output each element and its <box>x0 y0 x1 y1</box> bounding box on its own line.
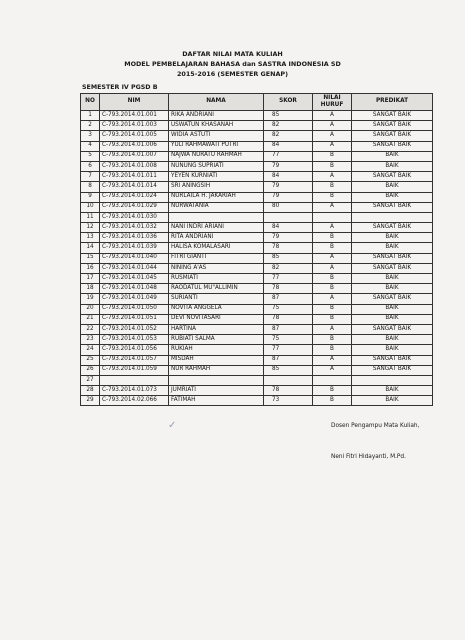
row-no: 16 <box>81 263 100 273</box>
table-header-row <box>81 94 433 111</box>
row-nim: C-793.2014.01.073 <box>100 386 169 396</box>
row-skor: 78 <box>264 243 313 253</box>
row-nim: C-793.2014.01.044 <box>100 263 169 273</box>
row-skor: 77 <box>264 345 313 355</box>
row-skor: 77 <box>264 274 313 284</box>
row-no: 22 <box>81 324 100 334</box>
table-row <box>81 131 433 141</box>
row-predikat: BAIK <box>352 192 433 202</box>
row-predikat: BAIK <box>352 151 433 161</box>
row-nim: C-793.2014.02.066 <box>100 396 169 406</box>
table-row <box>81 202 433 212</box>
row-nama: FITRI GIANTI <box>169 253 264 263</box>
row-nim: C-793.2014.01.008 <box>100 161 169 171</box>
row-nama: RUSMIATI <box>169 274 264 284</box>
row-nilai-huruf: A <box>313 172 352 182</box>
table-row <box>81 345 433 355</box>
row-nilai-huruf: A <box>313 324 352 334</box>
table-row <box>81 223 433 233</box>
row-skor: 79 <box>264 161 313 171</box>
row-skor: 85 <box>264 253 313 263</box>
row-skor: 80 <box>264 202 313 212</box>
row-predikat: SANGAT BAIK <box>352 263 433 273</box>
row-nama: HALISA KOMALASARI <box>169 243 264 253</box>
row-nilai-huruf <box>313 212 352 222</box>
row-skor: 84 <box>264 172 313 182</box>
row-nilai-huruf: A <box>313 263 352 273</box>
row-skor: 79 <box>264 233 313 243</box>
grades-table <box>80 93 433 406</box>
row-nilai-huruf: B <box>313 233 352 243</box>
row-nilai-huruf: B <box>313 243 352 253</box>
row-skor: 82 <box>264 121 313 131</box>
row-nama: NAJWA NURATU RAHMAH <box>169 151 264 161</box>
row-no: 28 <box>81 386 100 396</box>
row-nim: C-793.2014.01.030 <box>100 212 169 222</box>
row-no: 7 <box>81 172 100 182</box>
table-row <box>81 324 433 334</box>
table-row <box>81 151 433 161</box>
table-row <box>81 172 433 182</box>
row-nama: NUNUNG SUPRIATI <box>169 161 264 171</box>
row-no: 15 <box>81 253 100 263</box>
table-row <box>81 396 433 406</box>
table-row <box>81 161 433 171</box>
row-nim: C-793.2014.01.045 <box>100 274 169 284</box>
row-predikat: SANGAT BAIK <box>352 131 433 141</box>
row-no: 1 <box>81 111 100 121</box>
row-predikat: BAIK <box>352 274 433 284</box>
row-nim: C-793.2014.01.011 <box>100 172 169 182</box>
row-skor: 87 <box>264 355 313 365</box>
row-nilai-huruf: B <box>313 151 352 161</box>
row-nilai-huruf: A <box>313 355 352 365</box>
row-nim: C-793.2014.01.053 <box>100 335 169 345</box>
row-nilai-huruf: B <box>313 304 352 314</box>
row-skor <box>264 375 313 385</box>
title-line-1: DAFTAR NILAI MATA KULIAH <box>182 50 283 58</box>
row-nama: NOVITA ANGGELA <box>169 304 264 314</box>
row-nama: FATIMAH <box>169 396 264 406</box>
row-predikat: SANGAT BAIK <box>352 365 433 375</box>
row-nilai-huruf: A <box>313 294 352 304</box>
row-skor: 84 <box>264 141 313 151</box>
row-nilai-huruf: B <box>313 396 352 406</box>
row-no: 8 <box>81 182 100 192</box>
row-predikat: BAIK <box>352 304 433 314</box>
row-nilai-huruf: B <box>313 161 352 171</box>
row-nilai-huruf: B <box>313 314 352 324</box>
row-nama: RUBIATI SALMA <box>169 335 264 345</box>
row-nama: YEYEN KURNIATI <box>169 172 264 182</box>
row-predikat: BAIK <box>352 243 433 253</box>
row-nim: C-793.2014.01.052 <box>100 324 169 334</box>
column-header-predikat: PREDIKAT <box>352 94 433 111</box>
title-line-3: 2015-2016 (SEMESTER GENAP) <box>176 70 289 78</box>
row-skor: 78 <box>264 284 313 294</box>
row-no: 10 <box>81 202 100 212</box>
table-row <box>81 375 433 385</box>
row-no: 29 <box>81 396 100 406</box>
row-predikat: SANGAT BAIK <box>352 294 433 304</box>
row-skor: 87 <box>264 294 313 304</box>
row-no: 27 <box>81 375 100 385</box>
row-predikat: BAIK <box>352 386 433 396</box>
row-nim: C-793.2014.01.048 <box>100 284 169 294</box>
row-nama: SRI ANINGSIH <box>169 182 264 192</box>
row-nim: C-793.2014.01.014 <box>100 182 169 192</box>
row-nama: RAODATUL MU"ALLIMIN <box>169 284 264 294</box>
row-skor: 77 <box>264 151 313 161</box>
row-no: 5 <box>81 151 100 161</box>
table-row <box>81 365 433 375</box>
row-nama: NUR RAHMAH <box>169 365 264 375</box>
table-row <box>81 121 433 131</box>
row-predikat: BAIK <box>352 284 433 294</box>
row-nama: YULI RAHMAWATI PUTRI <box>169 141 264 151</box>
row-nim: C-793.2014.01.050 <box>100 304 169 314</box>
table-row <box>81 111 433 121</box>
table-row <box>81 243 433 253</box>
row-no: 6 <box>81 161 100 171</box>
row-no: 4 <box>81 141 100 151</box>
row-nilai-huruf: B <box>313 335 352 345</box>
row-nim: C-793.2014.01.036 <box>100 233 169 243</box>
row-nilai-huruf: A <box>313 365 352 375</box>
row-nim: C-793.2014.01.005 <box>100 131 169 141</box>
row-skor: 78 <box>264 314 313 324</box>
row-skor: 79 <box>264 182 313 192</box>
row-no: 20 <box>81 304 100 314</box>
row-nim: C-793.2014.01.029 <box>100 202 169 212</box>
row-predikat: SANGAT BAIK <box>352 172 433 182</box>
row-skor: 73 <box>264 396 313 406</box>
row-nim: C-793.2014.01.032 <box>100 223 169 233</box>
row-predikat: SANGAT BAIK <box>352 202 433 212</box>
row-nilai-huruf: B <box>313 182 352 192</box>
row-nama: RUKIAH <box>169 345 264 355</box>
document-title <box>0 49 465 79</box>
row-nama: MISDAH <box>169 355 264 365</box>
row-no: 25 <box>81 355 100 365</box>
row-predikat: BAIK <box>352 314 433 324</box>
row-nama: SURIANTI <box>169 294 264 304</box>
row-no: 17 <box>81 274 100 284</box>
table-row <box>81 284 433 294</box>
row-skor: 85 <box>264 365 313 375</box>
row-no: 14 <box>81 243 100 253</box>
row-skor <box>264 212 313 222</box>
row-skor: 78 <box>264 386 313 396</box>
row-nama <box>169 375 264 385</box>
row-predikat: SANGAT BAIK <box>352 355 433 365</box>
row-predikat: BAIK <box>352 233 433 243</box>
row-nama: NINING A'AS <box>169 263 264 273</box>
row-nim: C-793.2014.01.024 <box>100 192 169 202</box>
table-row <box>81 192 433 202</box>
row-nilai-huruf <box>313 375 352 385</box>
row-nilai-huruf: A <box>313 141 352 151</box>
row-nim: C-793.2014.01.039 <box>100 243 169 253</box>
row-skor: 75 <box>264 335 313 345</box>
row-predikat: SANGAT BAIK <box>352 223 433 233</box>
column-header-no: NO <box>81 94 100 111</box>
table-row <box>81 182 433 192</box>
row-nilai-huruf: B <box>313 386 352 396</box>
row-predikat: BAIK <box>352 182 433 192</box>
row-skor: 82 <box>264 263 313 273</box>
row-nim: C-793.2014.01.040 <box>100 253 169 263</box>
row-nama: WIDIA ASTUTI <box>169 131 264 141</box>
table-row <box>81 304 433 314</box>
row-nama: USWATUN KHASANAH <box>169 121 264 131</box>
row-nama <box>169 212 264 222</box>
row-predikat: SANGAT BAIK <box>352 121 433 131</box>
title-line-2: MODEL PEMBELAJARAN BAHASA dan SASTRA INDONESIA SD <box>124 60 341 68</box>
row-nilai-huruf: A <box>313 121 352 131</box>
row-skor: 75 <box>264 304 313 314</box>
row-skor: 84 <box>264 223 313 233</box>
row-no: 18 <box>81 284 100 294</box>
row-nim: C-793.2014.01.007 <box>100 151 169 161</box>
row-no: 3 <box>81 131 100 141</box>
row-nilai-huruf: A <box>313 223 352 233</box>
table-row <box>81 386 433 396</box>
row-no: 21 <box>81 314 100 324</box>
table-row <box>81 274 433 284</box>
row-nama: NURWATANIA <box>169 202 264 212</box>
row-nim: C-793.2014.01.057 <box>100 355 169 365</box>
row-nama: JUMRIATI <box>169 386 264 396</box>
row-nim <box>100 375 169 385</box>
signature-name: Neni Fitri Hidayanti, M.Pd. <box>331 454 406 460</box>
signature-block <box>331 411 419 473</box>
row-nilai-huruf: B <box>313 284 352 294</box>
row-nim: C-793.2014.01.006 <box>100 141 169 151</box>
row-predikat: SANGAT BAIK <box>352 253 433 263</box>
row-nim: C-793.2014.01.001 <box>100 111 169 121</box>
row-no: 24 <box>81 345 100 355</box>
row-no: 26 <box>81 365 100 375</box>
row-nilai-huruf: A <box>313 253 352 263</box>
column-header-skor: SKOR <box>264 94 313 111</box>
row-nama: RITA ANDRIANI <box>169 233 264 243</box>
row-predikat: BAIK <box>352 396 433 406</box>
row-skor: 82 <box>264 131 313 141</box>
row-skor: 87 <box>264 324 313 334</box>
row-no: 11 <box>81 212 100 222</box>
column-header-nilai-huruf: NILAI HURUF <box>313 94 352 111</box>
row-skor: 79 <box>264 192 313 202</box>
row-nilai-huruf: B <box>313 345 352 355</box>
table-row <box>81 335 433 345</box>
row-nama: DEVI NOVITASARI <box>169 314 264 324</box>
table-row <box>81 212 433 222</box>
row-skor: 85 <box>264 111 313 121</box>
table-row <box>81 233 433 243</box>
row-no: 9 <box>81 192 100 202</box>
column-header-nim: NIM <box>100 94 169 111</box>
row-nama: NURLAILA H. JAKARIAH <box>169 192 264 202</box>
row-nim: C-793.2014.01.059 <box>100 365 169 375</box>
table-row <box>81 294 433 304</box>
table-row <box>81 141 433 151</box>
class-subheading: SEMESTER IV PGSD B <box>82 84 158 91</box>
row-predikat: BAIK <box>352 345 433 355</box>
table-row <box>81 253 433 263</box>
row-nim: C-793.2014.01.003 <box>100 121 169 131</box>
row-predikat <box>352 375 433 385</box>
row-nim: C-793.2014.01.049 <box>100 294 169 304</box>
table-row <box>81 355 433 365</box>
row-predikat: SANGAT BAIK <box>352 111 433 121</box>
row-predikat: SANGAT BAIK <box>352 324 433 334</box>
row-nama: HARTINA <box>169 324 264 334</box>
row-no: 2 <box>81 121 100 131</box>
row-nim: C-793.2014.01.056 <box>100 345 169 355</box>
row-nama: RIKA ANDRIANI <box>169 111 264 121</box>
table-row <box>81 263 433 273</box>
row-predikat: BAIK <box>352 161 433 171</box>
row-no: 12 <box>81 223 100 233</box>
row-nilai-huruf: A <box>313 111 352 121</box>
row-predikat <box>352 212 433 222</box>
row-nilai-huruf: A <box>313 202 352 212</box>
table-row <box>81 314 433 324</box>
row-no: 23 <box>81 335 100 345</box>
row-predikat: BAIK <box>352 335 433 345</box>
row-no: 13 <box>81 233 100 243</box>
row-nim: C-793.2014.01.051 <box>100 314 169 324</box>
row-predikat: SANGAT BAIK <box>352 141 433 151</box>
row-nama: NANI INDRI ARIANI <box>169 223 264 233</box>
pen-mark: ✓ <box>168 420 177 431</box>
row-no: 19 <box>81 294 100 304</box>
signature-role: Dosen Pengampu Mata Kuliah, <box>331 423 420 429</box>
column-header-nama: NAMA <box>169 94 264 111</box>
row-nilai-huruf: A <box>313 131 352 141</box>
row-nilai-huruf: B <box>313 192 352 202</box>
row-nilai-huruf: B <box>313 274 352 284</box>
